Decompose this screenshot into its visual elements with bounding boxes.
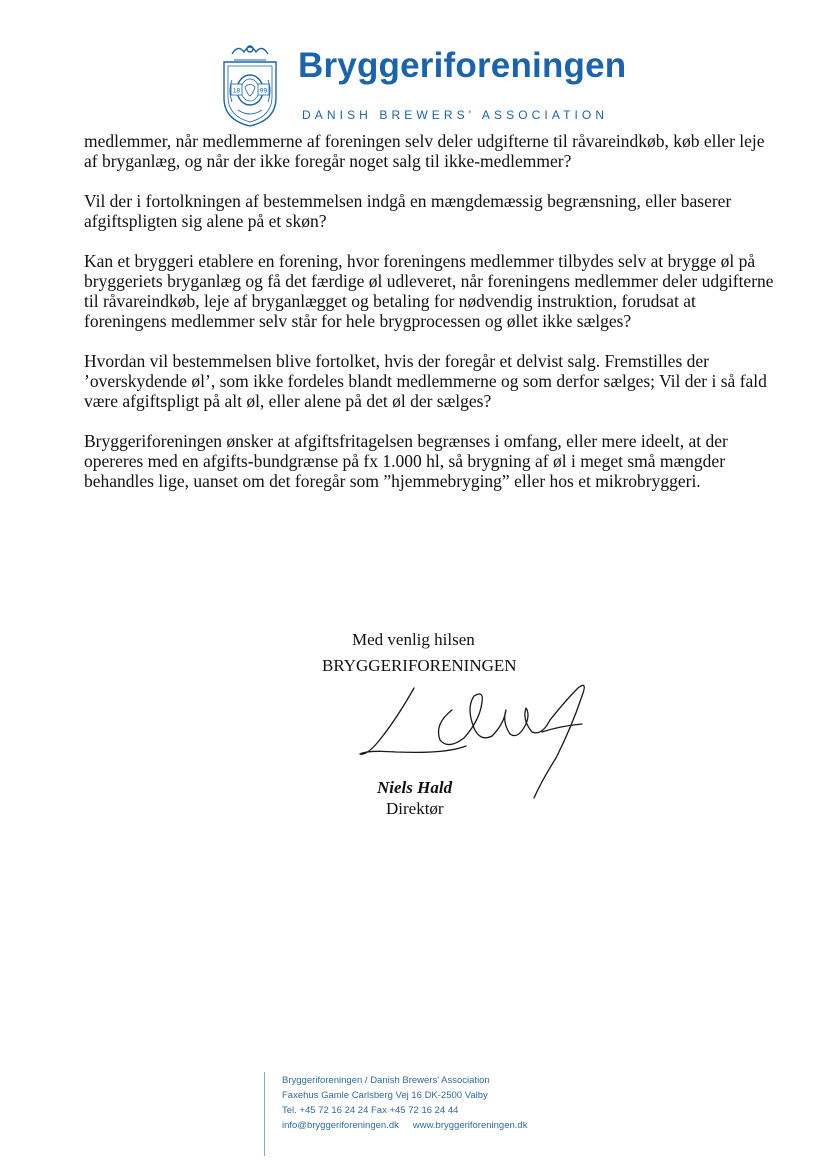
footer-organization: Bryggeriforeningen / Danish Brewers' Association <box>282 1075 490 1086</box>
footer-contact <box>282 1073 527 1133</box>
footer-email-link[interactable]: info@bryggeriforeningen.dk <box>282 1120 399 1131</box>
paragraph-2: Vil der i fortolkningen af bestemmelsen indgå en mængdemæssig begrænsning, eller baserer afgiftspligten sig alene på et skøn? <box>84 191 732 231</box>
footer-divider <box>264 1072 265 1156</box>
signer-title: Direktør <box>386 799 444 818</box>
paragraph-5: Bryggeriforeningen ønsker at afgiftsfritagelsen begrænses i omfang, eller mere ideelt, at der opereres med en afgifts-bundgrænse på fx 1.000 hl, så brygning af øl i meget små mængder behandles lige, uanset om det foregår som ”hjemmebryging” eller hos et mikrobryggeri. <box>84 431 728 491</box>
footer-address: Faxehus Gamle Carlsberg Vej 16 DK-2500 Valby <box>282 1090 488 1101</box>
association-subtitle: DANISH BREWERS' ASSOCIATION <box>302 108 609 122</box>
association-name: Bryggeriforeningen <box>298 46 627 85</box>
closing-greeting: Med venlig hilsen <box>352 630 475 649</box>
letter-body <box>84 131 774 511</box>
footer-web-line <box>282 1118 527 1133</box>
letterhead <box>218 40 638 130</box>
paragraph-1: medlemmer, når medlemmerne af foreningen selv deler udgifterne til råvareindkøb, køb eller leje af bryganlæg, og når der ikke foregår noget salg til ikke-medlemmer? <box>84 131 765 171</box>
signer-name: Niels Hald <box>377 778 453 797</box>
crest-year-left: 18 <box>232 87 241 95</box>
association-crest-logo <box>218 40 282 128</box>
footer-phone-fax: Tel. +45 72 16 24 24 Fax +45 72 16 24 44 <box>282 1105 459 1116</box>
paragraph-3: Kan et bryggeri etablere en forening, hvor foreningens medlemmer tilbydes selv at brygge øl på bryggeriets bryganlæg og få det færdige øl udleveret, når foreningens medlemmer deler udgifterne til råvareindkøb, leje af bryganlægget og betaling for nødvendig instruktion, forudsat at foreningens medlemmer selv står for hele brygprocessen og øllet ikke sælges? <box>84 251 774 331</box>
paragraph-4: Hvordan vil bestemmelsen blive fortolket, hvis der foregår et delvist salg. Fremstilles der ’overskydende øl’, som ikke fordeles blandt medlemmerne og som derfor sælges; Vil der i så fald være afgiftspligt på alt øl, eller alene på det øl der sælges? <box>84 351 767 411</box>
crest-year-right: 99 <box>259 87 268 95</box>
footer-website-link[interactable]: www.bryggeriforeningen.dk <box>412 1120 528 1131</box>
closing-organization: BRYGGERIFORENINGEN <box>322 656 517 675</box>
